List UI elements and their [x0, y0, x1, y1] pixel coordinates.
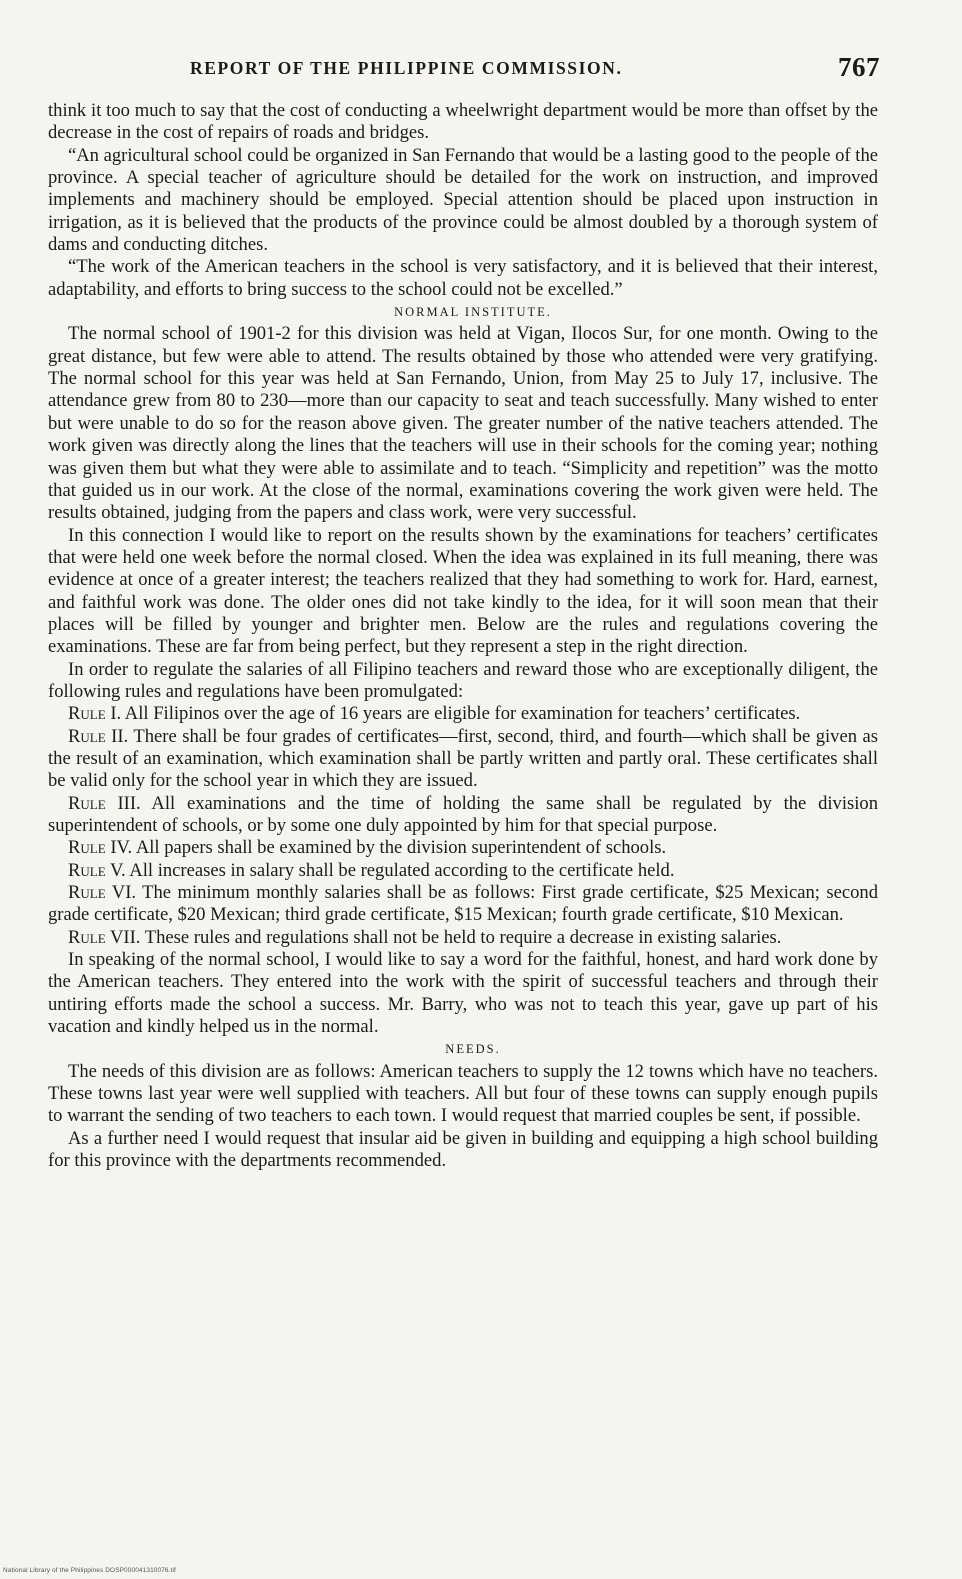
- paragraph-needs-high-school: As a further need I would request that insular aid be given in building and equipping a high school building for this province with the departments recommended.: [48, 1127, 878, 1172]
- paragraph-closing: In speaking of the normal school, I would like to say a word for the faithful, honest, and hard work done by the American teachers. They entered into the work with the spirit of successful teachers and through their untiring efforts made the school a success. Mr. Barry, who was not to teach this year, gave up part of his vacation and kindly helped us in the normal.: [48, 949, 878, 1038]
- rule-label: Rule VI.: [68, 882, 137, 904]
- rule-item: [48, 726, 878, 793]
- rule-item: [48, 703, 878, 725]
- section-heading-needs: NEEDS.: [445, 1042, 501, 1057]
- rule-item: [48, 860, 878, 882]
- body-text: [48, 100, 878, 1173]
- rule-label: Rule VII.: [68, 926, 141, 948]
- rule-item: [48, 837, 878, 859]
- paragraph-continued: think it too much to say that the cost of conducting a wheelwright department would be more than offset by the decrease in the cost of repairs of roads and bridges.: [48, 100, 878, 144]
- running-title: REPORT OF THE PHILIPPINE COMMISSION.: [190, 58, 623, 78]
- rule-label: Rule II.: [68, 725, 129, 747]
- rule-item: [48, 793, 878, 838]
- rule-text: There shall be four grades of certificates—first, second, third, and fourth—which shall be given as the result of an examination, which examination shall be partly written and partly oral. These certificates shall be valid only for the school year in which they are issued.: [48, 725, 879, 792]
- rule-item: [48, 927, 878, 949]
- rule-text: All Filipinos over the age of 16 years are eligible for examination for teachers’ certificates.: [124, 703, 801, 725]
- rule-text: All increases in salary shall be regulated according to the certificate held.: [129, 859, 675, 881]
- paragraph-quote-american-teachers: “The work of the American teachers in the school is very satisfactory, and it is believed that their interest, adaptability, and efforts to bring success to the school could not be excelled.”: [48, 256, 878, 300]
- paragraph-examinations: In this connection I would like to report on the results shown by the examinations for teachers’ certificates that were held one week before the normal closed. When the idea was explained in its full meaning, there was evidence at once of a greater interest; the teachers realized that they had something to work for. Hard, earnest, and faithful work was done. The older ones did not take kindly to the idea, for it will soon mean that their places will be filled by younger and brighter men. Below are the rules and regulations covering the examinations. These are far from being perfect, but they represent a step in the right direction.: [48, 524, 878, 658]
- paragraph-quote-agricultural-school: “An agricultural school could be organized in San Fernando that would be a lasting good to the people of the province. A special teacher of agriculture should be detailed for the work on instruction, and improved implements and machinery should be employed. Special attention should be placed upon instruction in irrigation, as it is believed that the products of the province could be almost doubled by a thorough system of dams and conducting ditches.: [48, 144, 878, 256]
- rule-text: All papers shall be examined by the division superintendent of schools.: [135, 837, 667, 859]
- running-head: [190, 52, 880, 86]
- paragraph-regulations-intro: In order to regulate the salaries of all Filipino teachers and reward those who are exceptionally diligent, the following rules and regulations have been promulgated:: [48, 658, 878, 702]
- rule-text: All examinations and the time of holding the same shall be regulated by the division superintendent of schools, or by some one duly appointed by him for that special purpose.: [48, 792, 879, 836]
- section-heading-normal-institute: NORMAL INSTITUTE.: [394, 305, 552, 320]
- rule-label: Rule IV.: [68, 837, 133, 859]
- page-number: 767: [838, 52, 880, 82]
- rule-text: These rules and regulations shall not be held to require a decrease in existing salaries.: [144, 926, 782, 948]
- rule-label: Rule III.: [68, 792, 141, 814]
- paragraph-normal-school: The normal school of 1901-2 for this division was held at Vigan, Ilocos Sur, for one month. Owing to the great distance, but few were able to attend. The results obtained by those who attended were very gratifying. The normal school for this year was held at San Fernando, Union, from May 25 to July 17, inclusive. The attendance grew from 80 to 230—more than our capacity to seat and teach successfully. Many wished to enter but were unable to do so for the reason above given. The greater number of the native teachers attended. The work given was directly along the lines that the teachers will use in their schools for the coming year; nothing was given them but what they were able to assimilate and to teach. “Simplicity and repetition” was the motto that guided us in our work. At the close of the normal, examinations covering the work given were held. The results obtained, judging from the papers and class work, were very successful.: [48, 323, 878, 524]
- rule-label: Rule V.: [68, 859, 126, 881]
- rule-label: Rule I.: [68, 703, 122, 725]
- rule-item: [48, 882, 878, 927]
- footer-credit: National Library of the Philippines DOSP000041310076.tif: [3, 1567, 176, 1574]
- rule-text: The minimum monthly salaries shall be as follows: First grade certificate, $25 Mexican; second grade certificate, $20 Mexican; third grade certificate, $15 Mexican; fourth grade certificate, $10 Mexican.: [48, 882, 878, 926]
- paragraph-needs-teachers: The needs of this division are as follows: American teachers to supply the 12 towns which have no teachers. These towns last year were well supplied with teachers. All but four of these towns can supply enough pupils to warrant the sending of two teachers to each town. I would request that married couples be sent, if possible.: [48, 1060, 878, 1127]
